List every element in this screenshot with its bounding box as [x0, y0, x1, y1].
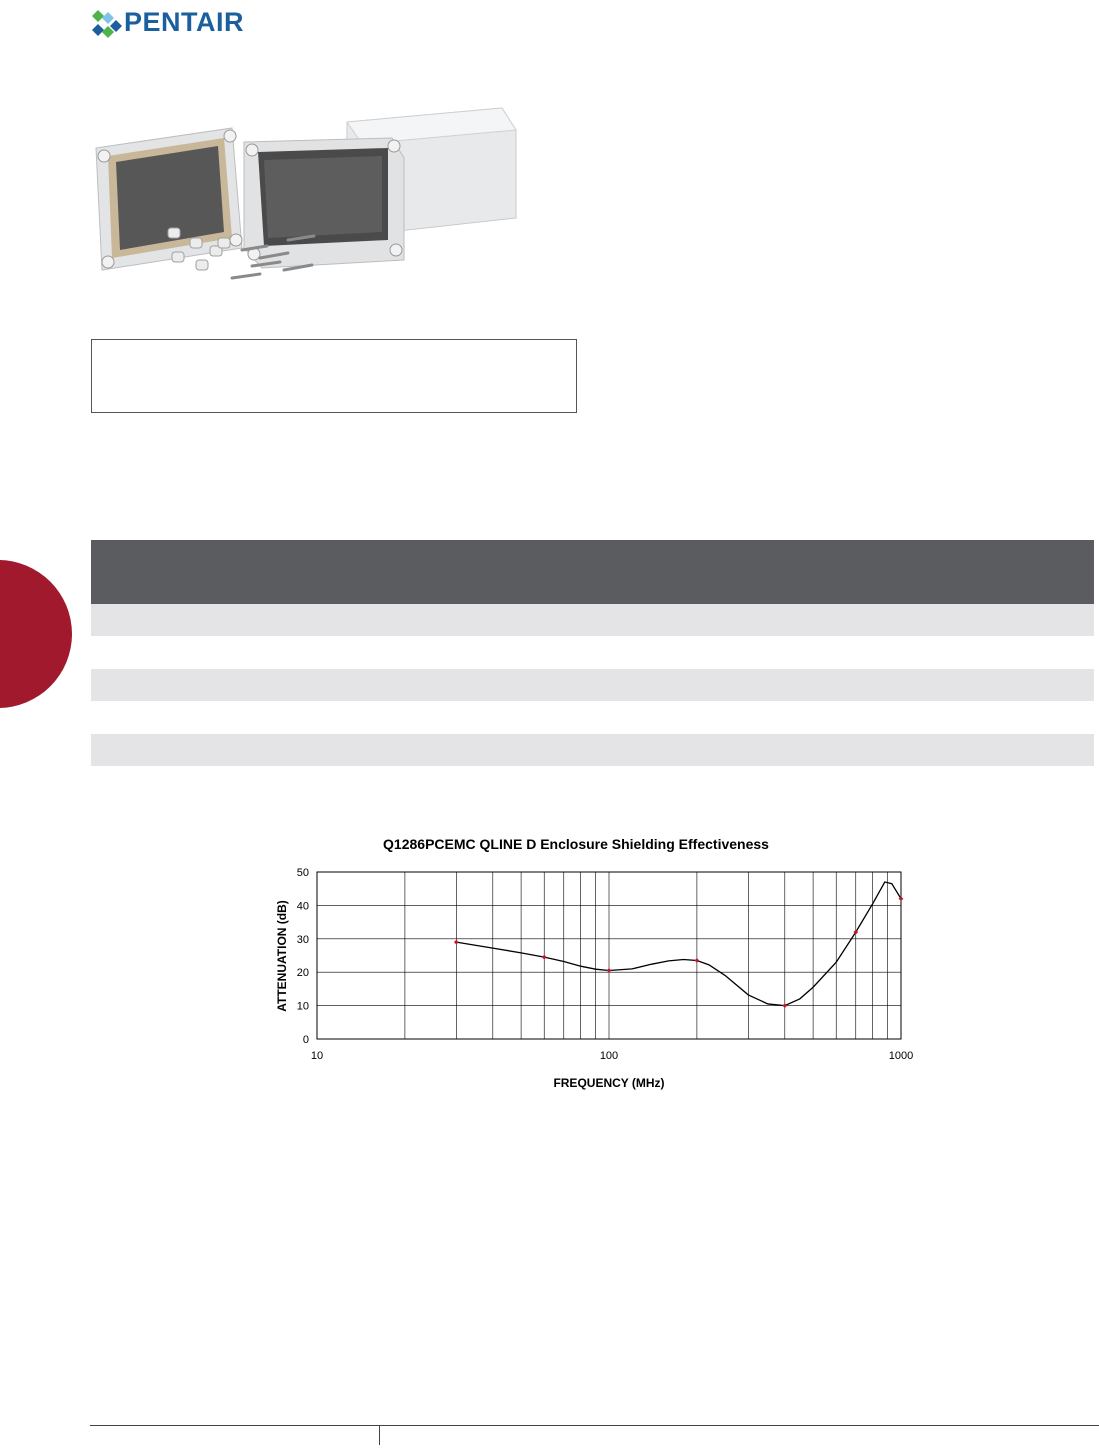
shielding-effectiveness-chart — [270, 828, 914, 1098]
x-axis-ticks — [311, 1050, 913, 1062]
chart-title: Q1286PCEMC QLINE D Enclosure Shielding Effectiveness — [383, 836, 769, 852]
brand-name: PENTAIR — [124, 7, 245, 37]
section-side-tab — [0, 560, 72, 708]
x-tick-label: 1000 — [888, 1050, 914, 1062]
y-tick-label: 0 — [302, 1034, 309, 1046]
y-tick-label: 40 — [296, 900, 309, 913]
spec-table-header — [91, 540, 1094, 604]
table-row — [91, 701, 1094, 733]
footer-rule — [90, 1425, 1099, 1426]
table-row — [91, 636, 1094, 668]
y-tick-label: 50 — [296, 867, 309, 879]
x-axis-label: FREQUENCY (MHz) — [553, 1076, 665, 1090]
table-row — [91, 669, 1094, 701]
y-axis-label: ATTENUATION (dB) — [275, 900, 289, 1012]
data-point — [454, 940, 459, 945]
y-tick-label: 10 — [296, 1000, 309, 1013]
footer-divider — [379, 1425, 380, 1445]
pentair-mark-icon — [92, 10, 122, 38]
x-tick-label: 10 — [310, 1050, 324, 1062]
chart-grid — [317, 872, 901, 1039]
y-axis-ticks — [297, 867, 309, 1046]
data-point — [542, 955, 547, 960]
x-tick-label: 100 — [599, 1050, 619, 1062]
note-box — [91, 339, 577, 413]
enclosure-product-photo — [92, 100, 522, 295]
attenuation-series-line — [456, 882, 901, 1006]
table-row — [91, 734, 1094, 766]
data-point — [782, 1003, 787, 1008]
table-row — [91, 604, 1094, 636]
y-tick-label: 20 — [296, 967, 309, 980]
data-point — [695, 958, 700, 963]
y-tick-label: 30 — [296, 933, 309, 946]
